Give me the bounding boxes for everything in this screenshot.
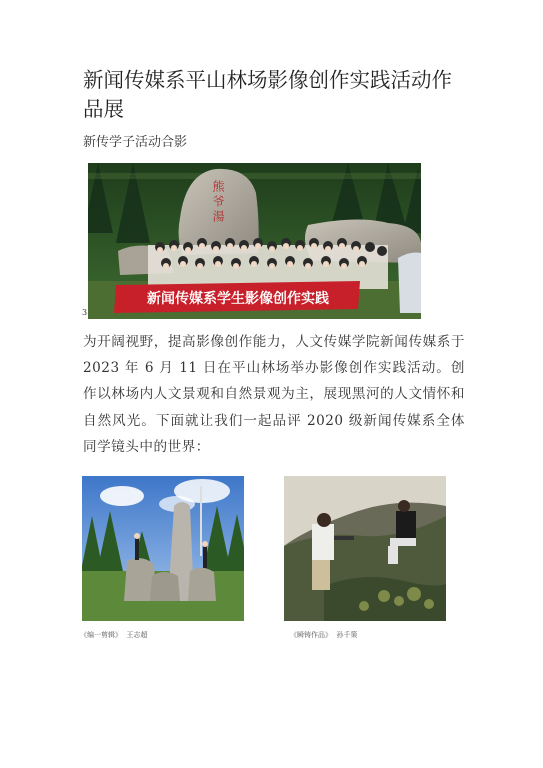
- caption-left: 《编一剪辑》 王志超: [80, 631, 148, 639]
- photo-stream-rocks: [284, 476, 446, 621]
- page-title: 新闻传媒系平山林场影像创作实践活动作品展: [83, 68, 452, 121]
- photo-stone-monument: [82, 476, 244, 621]
- body-paragraph: 为开阔视野，提高影像创作能力，人文传媒学院新闻传媒系于 2023 年 6 月 11 日在平山林场举办影像创作实践活动。创作以林场内人文景观和自然景观为主，展现黑河的人文情怀和自然风光。下面就让我们一起品评 2020 级新闻传媒系全体同学镜头中的世界：: [83, 334, 465, 455]
- caption-right: 《瞬铸作品》 孙千策: [290, 631, 358, 639]
- section-subtitle: 新传学子活动合影: [83, 135, 188, 150]
- group-photo: [88, 163, 421, 319]
- figure-marker: 3: [82, 308, 88, 317]
- banner-text: 新闻传媒系学生影像创作实践: [147, 290, 329, 306]
- stone-carving-text: 熊 爷 湯: [211, 180, 225, 222]
